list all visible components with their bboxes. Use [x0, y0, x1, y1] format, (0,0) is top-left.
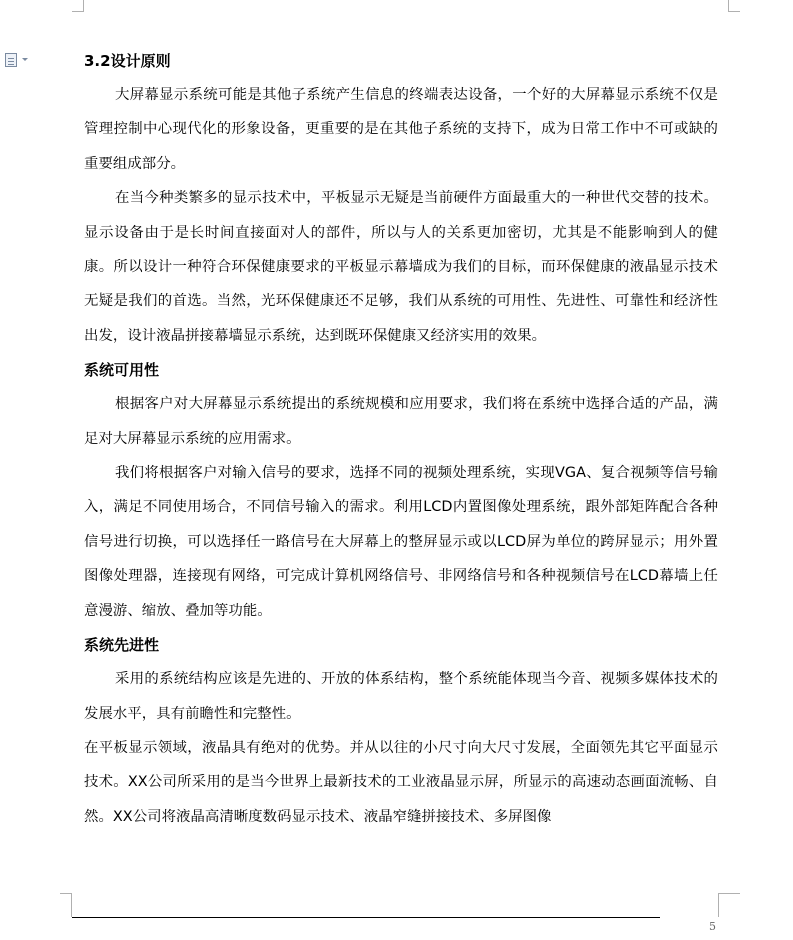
margin-corner-top-left	[72, 0, 84, 12]
paragraph: 根据客户对大屏幕显示系统提出的系统规模和应用要求，我们将在系统中选择合适的产品，满足对大屏幕显示系统的应用需求。	[84, 396, 718, 447]
margin-corner-bottom-right-vertical	[718, 893, 719, 917]
section-heading-advancement: 系统先进性	[84, 636, 160, 655]
chevron-down-icon[interactable]	[22, 58, 28, 61]
footer-rule	[72, 917, 660, 918]
section-heading-design-principles: 3.2设计原则	[84, 52, 171, 70]
section-heading-availability: 系统可用性	[84, 361, 160, 380]
paragraph: 在平板显示领域，液晶具有绝对的优势。并从以往的小尺寸向大尺寸发展，全面领先其它平面显示技术。XX公司所采用的是当今世界上最新技术的工业液晶显示屏，所显示的高速动态画面流畅、自然。XX公司将液晶高清晰度数码显示技术、液晶窄缝拼接技术、多屏图像	[84, 739, 718, 825]
document-navigation-icon[interactable]	[5, 53, 17, 67]
paragraph: 采用的系统结构应该是先进的、开放的体系结构，整个系统能体现当今音、视频多媒体技术的发展水平，具有前瞻性和完整性。	[84, 671, 718, 722]
paragraph: 我们将根据客户对输入信号的要求，选择不同的视频处理系统，实现VGA、复合视频等信号输入，满足不同使用场合，不同信号输入的需求。利用LCD内置图像处理系统，跟外部矩阵配合各种信号进行切换，可以选择任一路信号在大屏幕上的整屏显示或以LCD屏为单位的跨屏显示；用外置图像处理器，连接现有网络，可完成计算机网络信号、非网络信号和各种视频信号在LCD幕墙上任意漫游、缩放、叠加等功能。	[84, 465, 718, 619]
paragraph: 在当今种类繁多的显示技术中，平板显示无疑是当前硬件方面最重大的一种世代交替的技术。显示设备由于是长时间直接面对人的部件，所以与人的关系更加密切，尤其是不能影响到人的健康。所以设计一种符合环保健康要求的平板显示幕墙成为我们的目标，而环保健康的液晶显示技术无疑是我们的首选。当然，光环保健康还不足够，我们从系统的可用性、先进性、可靠性和经济性出发，设计液晶拼接幕墙显示系统，达到既环保健康又经济实用的效果。	[84, 190, 718, 344]
margin-corner-bottom-right	[718, 893, 740, 894]
page-number: 5	[709, 920, 716, 933]
margin-corner-bottom-left-vertical	[71, 893, 72, 917]
margin-corner-top-right	[728, 0, 740, 12]
document-body	[84, 44, 718, 834]
paragraph: 大屏幕显示系统可能是其他子系统产生信息的终端表达设备，一个好的大屏幕显示系统不仅是管理控制中心现代化的形象设备，更重要的是在其他子系统的支持下，成为日常工作中不可或缺的重要组成部分。	[84, 87, 718, 172]
